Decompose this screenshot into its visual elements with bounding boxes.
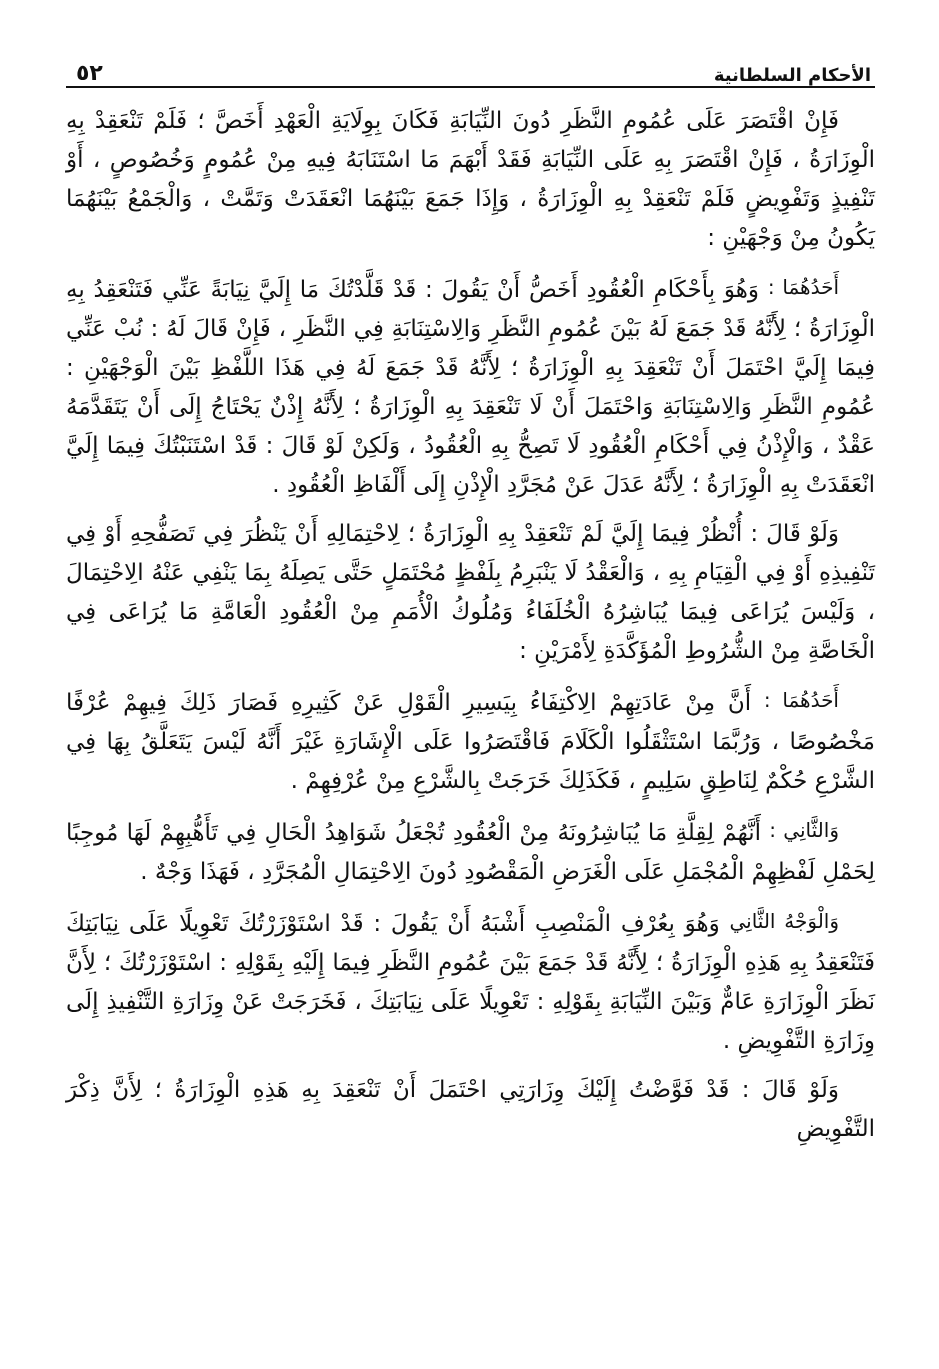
paragraph <box>66 811 875 892</box>
paragraph <box>66 1071 875 1149</box>
paragraph-text: أَنَّهُمْ لِقِلَّةِ مَا يُبَاشِرُونَهُ مِنْ الْعُقُودِ تُجْعَلُ شَوَاهِدُ الْحَالِ فِي تَأَهُّبِهِمْ لَهَا مُوجِبًا لِحَمْلِ لَفْظِهِمْ الْمُجْمَلِ عَلَى الْغَرَضِ الْمَقْصُودِ دُونَ الِاحْتِمَالِ الْمُجَرَّدِ ، فَهَذَا وَجْهٌ . <box>66 820 875 885</box>
paragraph <box>66 268 875 505</box>
paragraph-text: فَإِنْ اقْتَصَرَ عَلَى عُمُومِ النَّظَرِ دُونَ النِّيَابَةِ فَكَانَ بِوِلَايَةِ الْعَهْدِ أَخَصَّ ؛ فَلَمْ تَنْعَقِدْ بِهِ الْوِزَارَةُ ، فَإِنْ اقْتَصَرَ بِهِ عَلَى النِّيَابَةِ فَقَدْ أَبْهَمَ مَا اسْتَنَابَهُ فِيهِ مِنْ عُمُومٍ وَخُصُوصٍ ، أَوْ تَنْفِيذٍ وَتَفْوِيضٍ فَلَمْ تَنْعَقِدْ بِهِ الْوِزَارَةُ ، وَإِذَا جَمَعَ بَيْنَهُمَا انْعَقَدَتْ وَتَمَّتْ ، وَالْجَمْعُ بَيْنَهُمَا يَكُونُ مِنْ وَجْهَيْنِ : <box>66 108 875 251</box>
book-title: الأحكام السلطانية <box>713 65 871 86</box>
running-header <box>66 52 875 88</box>
paragraph-text: وَهُوَ بِأَحْكَامِ الْعُقُودِ أَخَصُّ أَنْ يَقُولَ : قَدْ قَلَّدْتُكَ مَا إِلَيَّ نِيَابَةً عَنِّي فَتَنْعَقِدُ بِهِ الْوِزَارَةُ ؛ لِأَنَّهُ قَدْ جَمَعَ لَهُ بَيْنَ عُمُومِ النَّظَرِ وَالِاسْتِنَابَةِ فِي النَّظَرِ ، فَإِنْ قَالَ لَهُ : نُبْ عَنِّي فِيمَا إِلَيَّ احْتَمَلَ أَنْ تَنْعَقِدَ بِهِ الْوِزَارَةُ ؛ لِأَنَّهُ قَدْ جَمَعَ لَهُ فِي هَذَا اللَّفْظِ بَيْنَ الْوَجْهَيْنِ : عُمُومِ النَّظَرِ وَالِاسْتِنَابَةِ وَاحْتَمَلَ أَنْ لَا تَنْعَقِدَ بِهِ الْوِزَارَةُ ؛ لِأَنَّهُ إِذْنٌ يَحْتَاجُ إِلَى أَنْ يَتَقَدَّمَهُ عَقْدٌ ، وَالْإِذْنُ فِي أَحْكَامِ الْعُقُودِ لَا تَصِحُّ بِهِ الْعُقُودُ ، وَلَكِنْ لَوْ قَالَ : قَدْ اسْتَنَبْتُكَ فِيمَا إِلَيَّ انْعَقَدَتْ بِهِ الْوِزَارَةُ ؛ لِأَنَّهُ عَدَلَ عَنْ مُجَرَّدِ الْإِذْنِ إِلَى أَلْفَاظِ الْعُقُودِ . <box>66 277 875 498</box>
paragraph <box>66 102 875 258</box>
body-text <box>66 102 875 1149</box>
paragraph-text: أَنَّ مِنْ عَادَتِهِمْ الِاكْتِفَاءُ بِيَسِيرِ الْقَوْلِ عَنْ كَثِيرِهِ فَصَارَ ذَلِكَ فِيهِمْ عُرْفًا مَخْصُوصًا ، وَرُبَّمَا اسْتَثْقَلُوا الْكَلَامَ فَاقْتَصَرُوا عَلَى الْإِشَارَةِ غَيْرَ أَنَّهُ لَيْسَ يَتَعَلَّقُ بِهَا فِي الشَّرْعِ حُكْمٌ لِنَاطِقٍ سَلِيمٍ ، فَكَذَلِكَ خَرَجَتْ بِالشَّرْعِ مِنْ عُرْفِهِمْ . <box>66 690 875 794</box>
paragraph-lead: أَحَدُهُمَا : <box>763 688 839 712</box>
paragraph-lead: أَحَدُهُمَا : <box>767 275 839 299</box>
paragraph-lead: وَالثَّانِي : <box>769 818 839 842</box>
paragraph-lead: وَالْوَجْهُ الثَّانِي <box>729 909 839 933</box>
paragraph <box>66 681 875 801</box>
paragraph-text: وَلَوْ قَالَ : أُنْظُرْ فِيمَا إِلَيَّ لَمْ تَنْعَقِدْ بِهِ الْوِزَارَةُ ؛ لِاحْتِمَالِهِ أَنْ يَنْظُرَ فِي تَصَفُّحِهِ أَوْ فِي تَنْفِيذِهِ أَوْ فِي الْقِيَامِ بِهِ ، وَالْعَقْدُ لَا يَنْبَرِمُ بِلَفْظٍ مُحْتَمَلٍ حَتَّى يَصِلَهُ بِمَا يَنْفِي عَنْهُ الِاحْتِمَالَ ، وَلَيْسَ يُرَاعَى فِيمَا يُبَاشِرُهُ الْخُلَفَاءُ وَمُلُوكُ الْأُمَمِ مِنْ الْعُقُودِ الْعَامَّةِ مَا يُرَاعَى فِي الْخَاصَّةِ مِنْ الشُّرُوطِ الْمُؤَكَّدَةِ لِأَمْرَيْنِ : <box>66 521 875 664</box>
paragraph-text: وَهُوَ بِعُرْفِ الْمَنْصِبِ أَشْبَهُ أَنْ يَقُولَ : قَدْ اسْتَوْزَرْتُكَ تَعْوِيلًا عَلَى نِيَابَتِكَ فَتَنْعَقِدُ بِهِ هَذِهِ الْوِزَارَةُ ؛ لِأَنَّهُ قَدْ جَمَعَ بَيْنَ عُمُومِ النَّظَرِ فِيمَا إِلَيْهِ بِقَوْلِهِ : اسْتَوْزَرْتُكَ ؛ لِأَنَّ نَظَرَ الْوِزَارَةِ عَامٌّ وَبَيْنَ النِّيَابَةِ بِقَوْلِهِ : تَعْوِيلًا عَلَى نِيَابَتِكَ ، فَخَرَجَتْ عَنْ وِزَارَةِ التَّنْفِيذِ إِلَى وِزَارَةِ التَّفْوِيضِ . <box>66 911 875 1054</box>
page-number: ٥٢ <box>76 61 103 86</box>
paragraph <box>66 902 875 1061</box>
paragraph-text: وَلَوْ قَالَ : قَدْ فَوَّضْتُ إِلَيْكَ وِزَارَتِي احْتَمَلَ أَنْ تَنْعَقِدَ بِهِ هَذِهِ الْوِزَارَةُ ؛ لِأَنَّ ذِكْرَ التَّفْوِيضِ <box>66 1077 875 1142</box>
paragraph <box>66 515 875 671</box>
